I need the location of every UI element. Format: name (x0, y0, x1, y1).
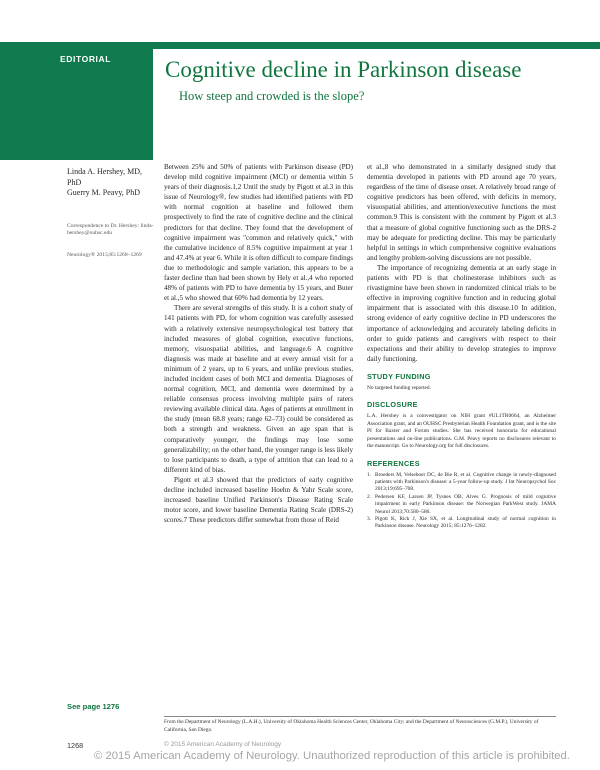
study-funding-text: No targeted funding reported. (367, 384, 431, 391)
body-paragraph: There are several strengths of this study. It is a cohort study of 141 patients with PD, for whom cognition was carefully assessed with a relatively extensive neuropsychological test battery that included measures of global cognition, executive functions, memory, visuospatial abilities, and language.6 A cognitive diagnosis was made at baseline and at every annual visit for a minimum of 2 years, up to 6 years, and unlike previous studies, included incident cases of both MCI and dementia. Diagnoses of normal cognition, MCI, and dementia were determined by a reliable consensus process involving multiple pairs of raters reviewing available clinical data. Ages of patients at enrollment in the study (mean 68.8 years; range 62–73) could be considered as both a strength and weakness. Given an age span that is comparatively younger, the findings may lose some generalizability; on the other hand, the younger range is less likely to lose participants to death, a type of attrition that can lead to a different kind of bias. (164, 304, 353, 474)
copyright-watermark: © 2015 American Academy of Neurology. Unauthorized reproduction of this article is prohibited. (94, 750, 570, 762)
reference-item (367, 472, 556, 494)
author-name: Linda A. Hershey, MD, PhD (67, 167, 143, 187)
body-column-right (367, 162, 556, 531)
citation-line: Neurology® 2015;85:1268–1269 (67, 252, 142, 258)
reference-text: Pedersen KF, Larsen JP, Tysnes OB, Alves G. Prognosis of mild cognitive impairment in early Parkinson disease: the Norwegian ParkWest study. JAMA Neurol 2013;70:580–586. (375, 493, 556, 515)
reference-text: Pigott K, Rick J, Xie SX, et al. Longitudinal study of normal cognition in Parkinson disease. Neurology 2015; 85:1276–1282. (375, 516, 556, 530)
references-heading: REFERENCES (367, 458, 420, 468)
see-page-link[interactable]: See page 1276 (67, 702, 120, 711)
copyright-line: © 2015 American Academy of Neurology (164, 741, 282, 748)
disclosure-heading: DISCLOSURE (367, 400, 418, 410)
reference-number: 2. (367, 493, 372, 500)
footer-divider (164, 716, 556, 717)
body-paragraph: et al.,8 who demonstrated in a similarly designed study that dementia developed in patients with PD around age 70 years, regardless of the time of disease onset. A relatively broad range of cognitive predictors has been offered, with deficits in memory, visuospatial abilities, and attention/executive functions the most common.9 This is consistent with the comment by Pigott et al.3 that a measure of global cognitive functioning such as the DRS-2 may be adequate for predicting decline. This may be particularly helpful in settings in which comprehensive cognitive evaluations and lengthy problem-solving discussions are not possible. (367, 163, 556, 262)
reference-number: 3. (367, 516, 372, 523)
author-list (67, 167, 157, 199)
reference-number: 1. (367, 471, 372, 478)
study-funding-heading: STUDY FUNDING (367, 371, 431, 381)
reference-text: Broeders M, Velseboer DC, de Bie R, et al. Cognitive change in newly-diagnosed patients with Parkinson's disease: a 5-year follow-up study. J Int Neuropsychol Soc 2013;19:695–708. (375, 471, 556, 493)
body-paragraph: The importance of recognizing dementia at an early stage in patients with PD is that cholinesterase inhibitors such as rivastigmine have been shown in randomized clinical trials to be effective in improving cognitive function and in reducing global impairment that is associated with this disease.10 In addition, strong evidence of early cognitive decline in PD underscores the importance of acknowledging and accurately labeling deficits in order to guide patients and caregivers with respect to their expectations and their ability to develop strategies to improve daily functioning. (367, 263, 556, 363)
author-name: Guerry M. Peavy, PhD (67, 188, 141, 197)
body-column-left (164, 162, 353, 525)
article-title: Cognitive decline in Parkinson disease (165, 57, 522, 82)
article-type-label: EDITORIAL (60, 54, 112, 64)
reference-item (367, 494, 556, 516)
disclosure-text: L.A. Hershey is a coinvestigator on NIH grant #UL1TR0664, an Alzheimer Association grant, and an OUHSC Presbyterian Health Foundation grant, and is the site PI for Baxter and Forum studies. She has received honoraria for educational presentations and on-line publications. G.M. Peavy reports no disclosures relevant to the manuscript. Go to Neurology.org for full disclosures. (367, 413, 556, 450)
page-number: 1268 (67, 741, 84, 750)
affiliation-note: From the Department of Neurology (L.A.H.), University of Oklahoma Health Sciences Center, Oklahoma City; and the Department of Neurosciences (G.M.P.), University of California, San Diego. (164, 719, 539, 733)
body-paragraph: Between 25% and 50% of patients with Parkinson disease (PD) develop mild cognitive impairment (MCI) or dementia within 5 years of their diagnosis.1,2 Until the study by Pigott et al.3 in this issue of Neurology®, few studies had identified patients with PD with normal cognition at baseline and followed them prospectively to find the rate of cognitive decline and the clinical predictors for that decline. They found that the development of cognitive impairment was "common and relatively quick," with the cumulative incidence of 8.5% cognitive impairment at year 1 and 47.4% at year 6. While it is often difficult to compare findings due to methodologic and sample variation, this appears to be a faster decline than had been shown by Hely et al.,4 who reported 48% of patients with PD to have dementia by 15 years, and Buter et al.,5 who showed that 60% had dementia by 12 years. (164, 163, 353, 303)
correspondence-note: Correspondence to Dr. Hershey: linda-hershey@ouhsc.edu (67, 223, 154, 237)
article-subtitle: How steep and crowded is the slope? (179, 89, 365, 103)
reference-item (367, 516, 556, 531)
body-paragraph: Pigott et al.3 showed that the predictors of early cognitive decline included increased baseline Hoehn & Yahr Scale score, increased baseline Unified Parkinson's Disease Rating Scale motor score, and lower baseline Dementia Rating Scale (DRS-2) scores.7 These predictors differ somewhat from those of Reid (164, 475, 353, 525)
